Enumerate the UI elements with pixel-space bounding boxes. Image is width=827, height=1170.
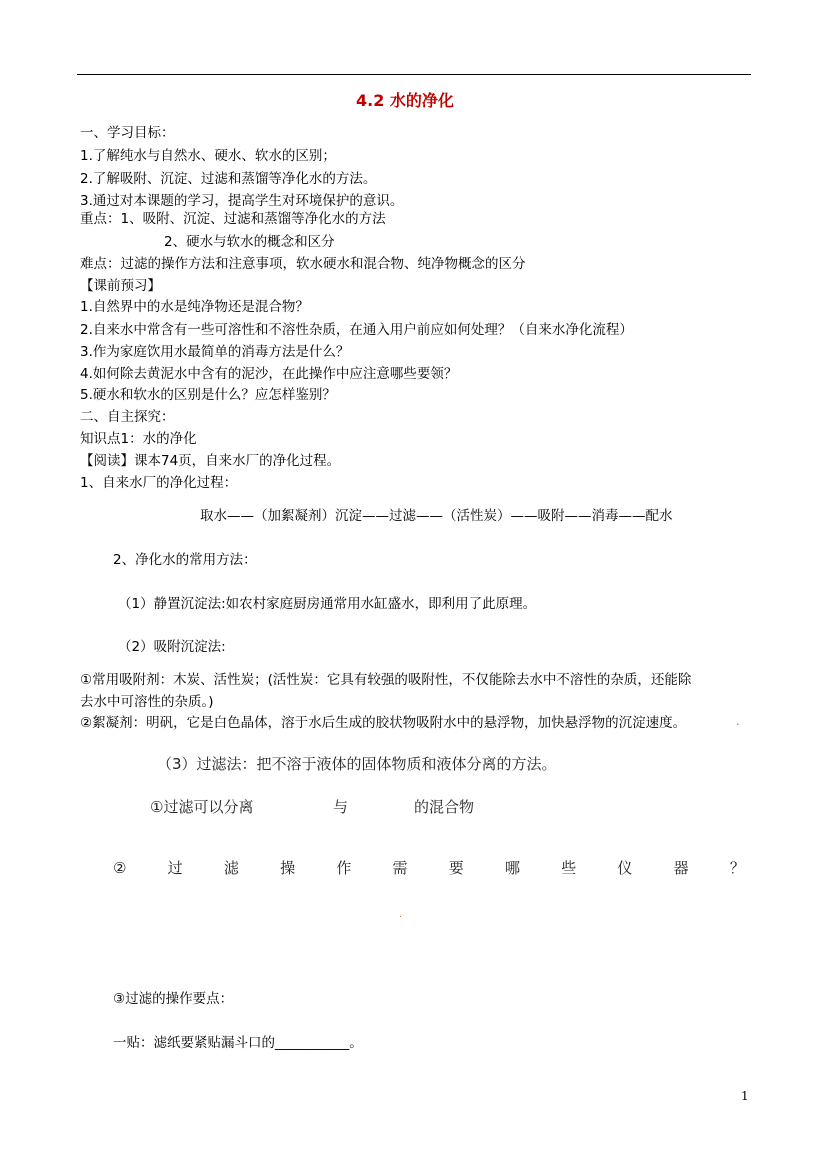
- knowledge-point: 知识点1：水的净化: [80, 431, 197, 447]
- filtration-q1-part-a: ①过滤可以分离: [150, 798, 254, 816]
- q2-char: 器: [673, 859, 689, 877]
- method-static-settling: （1）静置沉淀法:如农村家庭厨房通常用水缸盛水，即利用了此原理。: [118, 596, 537, 612]
- q2-char: 仪: [617, 859, 633, 877]
- method-adsorption: （2）吸附沉淀法:: [118, 639, 226, 655]
- q2-char: 要: [448, 859, 464, 877]
- flocculant-text: ②絮凝剂：明矾，它是白色晶体，溶于水后生成的胶状物吸附水中的悬浮物，加快悬浮物的沉淀速度。: [80, 715, 687, 731]
- filtration-heading: （3）过滤法：把不溶于液体的固体物质和液体分离的方法。: [157, 755, 557, 773]
- inquiry-heading: 二、自主探究：: [80, 409, 175, 425]
- q2-char: ？: [729, 859, 745, 877]
- adsorbent-text-cont: 去水中可溶性的杂质。): [80, 694, 214, 710]
- preview-question: 5.硬水和软水的区别是什么？应怎样鉴别？: [80, 387, 336, 403]
- preview-question: 3.作为家庭饮用水最简单的消毒方法是什么？: [80, 344, 350, 360]
- objective-item: 1.了解纯水与自然水、硬水、软水的区别；: [80, 148, 336, 164]
- difficulties: 难点：过滤的操作方法和注意事项，软水硬水和混合物、纯净物概念的区分: [80, 256, 526, 272]
- reading-note: 【阅读】课本74页，自来水厂的净化过程。: [80, 453, 341, 469]
- filtration-q2: [113, 861, 745, 876]
- objective-item: 2.了解吸附、沉淀、过滤和蒸馏等净化水的方法。: [80, 171, 377, 187]
- q2-char: ②: [113, 859, 127, 877]
- filtration-q1-part-c: 的混合物: [414, 798, 475, 816]
- page-number: 1: [741, 1089, 749, 1103]
- preview-question: 4.如何除去黄泥水中含有的泥沙，在此操作中应注意哪些要领？: [80, 366, 458, 382]
- stray-mark: .: [736, 715, 740, 728]
- adsorbent-text: ①常用吸附剂：木炭、活性炭；(活性炭：它具有较强的吸附性，不仅能除去水中不溶性的杂质，还能除: [80, 672, 692, 688]
- objective-item: 3.通过对本课题的学习，提高学生对环境保护的意识。: [80, 193, 404, 209]
- stray-mark: .: [399, 910, 402, 920]
- preview-question: 2.自来水中常含有一些可溶性和不溶性杂质，在通入用户前应如何处理？（自来水净化流程）: [80, 322, 633, 338]
- q2-char: 哪: [504, 859, 520, 877]
- q2-char: 滤: [223, 859, 239, 877]
- key-points: 重点：1、吸附、沉淀、过滤和蒸馏等净化水的方法: [80, 211, 386, 227]
- process-flow: 取水——（加絮凝剂）沉淀——过滤——（活性炭）——吸附——消毒——配水: [200, 508, 673, 524]
- q2-char: 操: [280, 859, 296, 877]
- filtration-key-points: ③过滤的操作要点：: [113, 991, 234, 1007]
- yitie-text: 一贴：滤纸要紧贴漏斗口的___________。: [113, 1035, 363, 1051]
- page-title: 4.2 水的净化: [356, 91, 454, 110]
- methods-heading: 2、净化水的常用方法：: [113, 552, 257, 568]
- header-rule: [77, 74, 751, 75]
- objectives-heading: 一、学习目标：: [80, 125, 175, 141]
- filtration-q1-part-b: 与: [333, 798, 349, 816]
- q2-char: 过: [167, 859, 183, 877]
- q2-char: 需: [392, 859, 408, 877]
- process-heading: 1、自来水厂的净化过程：: [80, 475, 238, 491]
- q2-char: 些: [561, 859, 577, 877]
- preview-heading: 【课前预习】: [80, 278, 161, 294]
- q2-char: 作: [336, 859, 352, 877]
- preview-question: 1.自然界中的水是纯净物还是混合物？: [80, 299, 309, 315]
- key-points-2: 2、硬水与软水的概念和区分: [164, 234, 335, 250]
